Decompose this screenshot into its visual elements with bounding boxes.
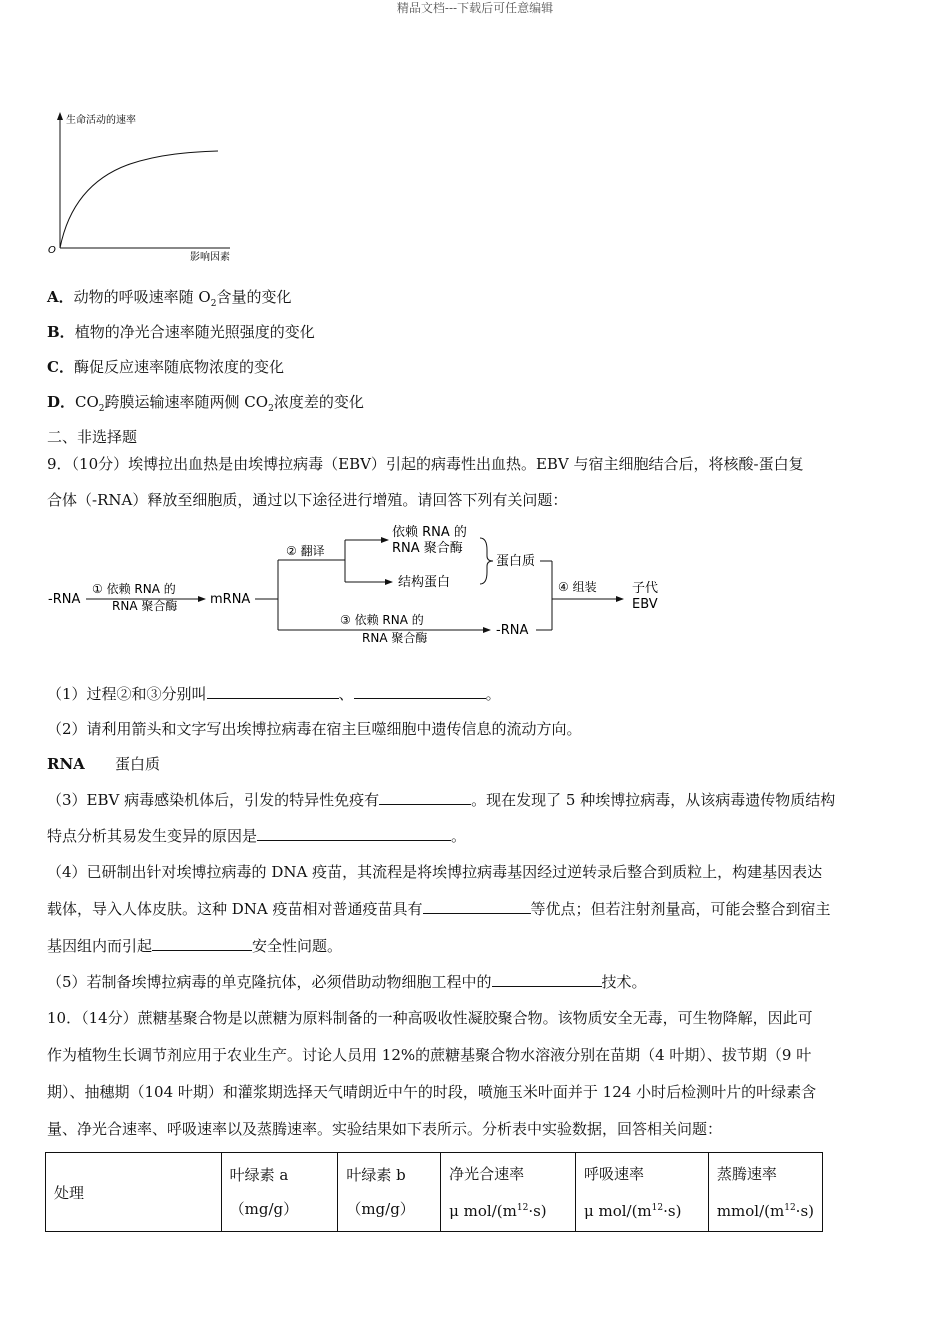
flow-protein: 蛋白质 [115, 755, 161, 773]
progeny-label-a: 子代 [632, 581, 659, 596]
q10-line3: 期）、抽穗期（104 叶期）和灌浆期选择天气晴朗近中午的时段，喷施玉米叶面并于 124 小时后检测叶片的叶绿素含 [47, 1083, 817, 1101]
origin-label: O [48, 245, 56, 256]
ebv-replication-diagram [40, 520, 680, 650]
q10-line2: 作为植物生长调节剂应用于农业生产。讨论人员用 12%的蔗糖基聚合物水溶液分别在苗期（4 叶期）、拔节期（9 叶 [47, 1046, 812, 1064]
q9-part1: （1）过程②和③分别叫 、 。 [47, 685, 501, 703]
answer-blank[interactable] [257, 826, 451, 841]
step1-label-b: RNA 聚合酶 [112, 599, 178, 613]
answer-blank[interactable] [492, 972, 602, 987]
q9-part4-line1: （4）已研制出针对埃博拉病毒的 DNA 疫苗，其流程是将埃博拉病毒基因经过逆转录后整合到质粒上，构建基因表达 [47, 863, 823, 881]
table-header-row [46, 1153, 823, 1232]
answer-blank[interactable] [152, 936, 252, 951]
x-axis-label: 影响因素 [190, 252, 230, 263]
q9-part3-line1: （3）EBV 病毒感染机体后，引发的特异性免疫有 。现在发现了 5 种埃博拉病毒，从该病毒遗传物质结构 [47, 791, 836, 809]
step4-label: ④ 组装 [558, 580, 597, 594]
option-d: D．$CO_2$跨膜运输速率随两侧 $CO_2$浓度差的变化 [47, 393, 364, 414]
answer-blank[interactable] [207, 684, 339, 699]
col-respiration: 呼吸速率 μ mol/$(m^{12}\cdot s)$ [575, 1153, 708, 1232]
answer-blank[interactable] [354, 684, 486, 699]
y-axis-label: 生命活动的速率 [66, 115, 136, 126]
answer-blank[interactable] [379, 790, 471, 805]
end-rna: -RNA [496, 623, 529, 638]
protein-node: 蛋白质 [496, 554, 536, 569]
step3-label-a: ③ 依赖 RNA 的 [340, 613, 424, 627]
results-table [45, 1152, 823, 1232]
page-header: 精品文档---下载后可任意编辑 [396, 1, 554, 15]
q9-part4-line2: 载体，导入人体皮肤。这种 DNA 疫苗相对普通疫苗具有 等优点；但若注射剂量高，可能会整合到宿主 [47, 900, 831, 918]
step2-label: ② 翻译 [286, 544, 325, 558]
rate-curve [60, 151, 218, 248]
option-b: B．植物的净光合速率随光照强度的变化 [47, 323, 315, 341]
y-axis-arrow [57, 112, 63, 120]
q10-line1: 10．（14分）蔗糖基聚合物是以蔗糖为原料制备的一种高吸收性凝胶聚合物。该物质安全无毒，可生物降解，因此可 [47, 1009, 813, 1027]
enzyme-label-b: RNA 聚合酶 [392, 541, 463, 556]
enzyme-label-a: 依赖 RNA 的 [392, 525, 467, 540]
mrna-node: mRNA [210, 592, 251, 607]
section-title: 二、非选择题 [47, 428, 138, 446]
protein-brace [480, 538, 493, 584]
col-transpiration: 蒸腾速率 mmol/$(m^{12}\cdot s)$ [708, 1153, 822, 1232]
saturation-curve-graph [40, 108, 260, 268]
col-treatment: 处理 [46, 1153, 222, 1232]
flow-rna: RNA [47, 755, 85, 773]
q9-part2: （2）请利用箭头和文字写出埃博拉病毒在宿主巨噬细胞中遗传信息的流动方向。 [47, 720, 582, 738]
q9-stem-line2: 合体（-RNA）释放至细胞质，通过以下途径进行增殖。请回答下列有关问题： [47, 491, 568, 509]
q10-line4: 量、净光合速率、呼吸速率以及蒸腾速率。实验结果如下表所示。分析表中实验数据，回答相关问题： [47, 1120, 723, 1138]
q9-part5: （5）若制备埃博拉病毒的单克隆抗体，必须借助动物细胞工程中的 技术。 [47, 973, 647, 991]
q9-part4-line3: 基因组内而引起 安全性问题。 [47, 937, 343, 955]
progeny-label-b: EBV [632, 597, 658, 612]
col-chlorophyll-b: 叶绿素 b （mg/g） [338, 1153, 441, 1232]
start-rna: -RNA [48, 592, 81, 607]
answer-blank[interactable] [423, 899, 531, 914]
col-chlorophyll-a: 叶绿素 a （mg/g） [221, 1153, 338, 1232]
option-a: A．动物的呼吸速率随 $O_2$含量的变化 [47, 288, 292, 309]
option-c: C．酶促反应速率随底物浓度的变化 [47, 358, 284, 376]
structural-protein: 结构蛋白 [398, 575, 451, 590]
col-net-photosynthesis: 净光合速率 μ mol/$(m^{12}\cdot s)$ [441, 1153, 576, 1232]
q9-stem-line1: 9．（10分）埃博拉出血热是由埃博拉病毒（EBV）引起的病毒性出血热。EBV 与宿主细胞结合后，将核酸-蛋白复 [47, 455, 804, 473]
q9-part3-line2: 特点分析其易发生变异的原因是 。 [47, 827, 467, 845]
step1-label-a: ① 依赖 RNA 的 [92, 582, 176, 596]
step3-label-b: RNA 聚合酶 [362, 631, 428, 645]
